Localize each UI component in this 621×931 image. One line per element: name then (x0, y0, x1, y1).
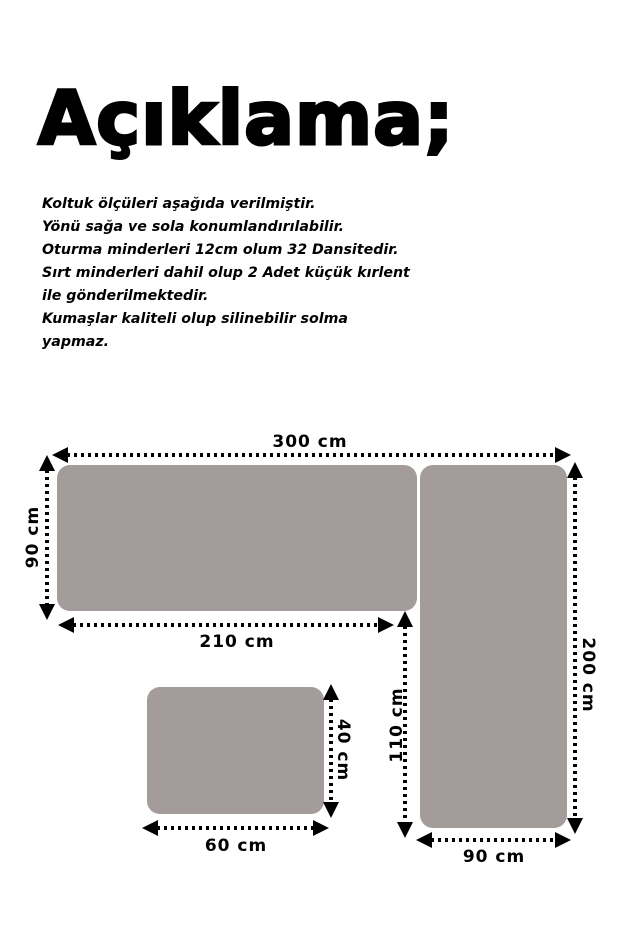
description-line: yapmaz. (42, 334, 109, 350)
sofa-corner-section (420, 465, 567, 828)
pouf (147, 687, 324, 814)
page-title: Açıklama; (38, 76, 455, 162)
description-line: Yönü sağa ve sola konumlandırılabilir. (42, 219, 345, 235)
dim-label-210: 210 cm (199, 632, 275, 652)
sofa-main-section (57, 465, 417, 611)
description-line: Sırt minderleri dahil olup 2 Adet küçük kırlent (42, 265, 410, 281)
description-line: Oturma minderleri 12cm olum 32 Dansitedir. (42, 242, 399, 258)
dim-label-90-bottom: 90 cm (462, 847, 526, 867)
description-line: Koltuk ölçüleri aşağıda verilmiştir. (42, 196, 316, 212)
dim-label-60: 60 cm (204, 836, 268, 856)
dim-label-40: 40 cm (333, 718, 353, 782)
dim-label-200: 200 cm (578, 637, 598, 713)
description-line: ile gönderilmektedir. (42, 288, 209, 304)
dim-label-90-left: 90 cm (23, 505, 43, 569)
description-line: Kumaşlar kaliteli olup silinebilir solma (42, 311, 348, 327)
dim-label-300: 300 cm (272, 432, 348, 452)
dim-label-110: 110 cm (387, 687, 407, 763)
